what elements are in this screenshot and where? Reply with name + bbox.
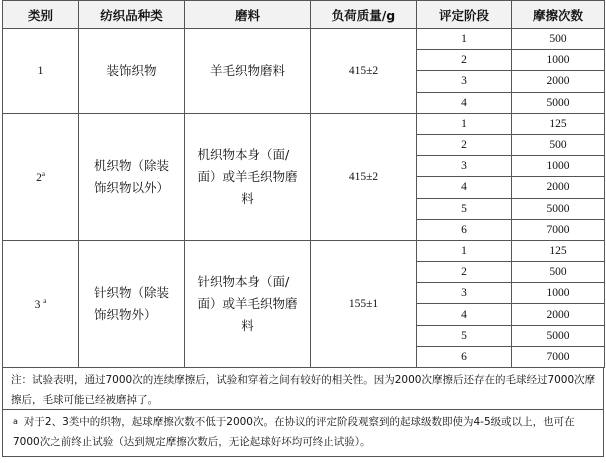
textile-type-cell: 机织物（除装 饰织物以外） xyxy=(79,113,185,240)
count-cell: 500 xyxy=(512,134,605,155)
stage-cell: 2 xyxy=(417,134,512,155)
abrasive-cell: 机织物本身（面/ 面）或羊毛织物磨 料 xyxy=(185,113,311,240)
stage-cell: 3 xyxy=(417,283,512,304)
table-row xyxy=(3,29,605,50)
note-correlation: 注：试验表明，通过7000次的连续摩擦后，试验和穿着之间有较好的相关性。因为2000次摩擦后还存在的毛球经过7000次摩擦后，毛球可能已经被磨掉了。 xyxy=(3,368,603,410)
stage-cell: 1 xyxy=(417,113,512,134)
textile-type-cell: 装饰织物 xyxy=(79,29,185,114)
footnote-marker: a xyxy=(41,169,45,178)
table-row xyxy=(3,240,605,261)
count-cell: 7000 xyxy=(512,219,605,240)
stage-cell: 2 xyxy=(417,50,512,71)
stage-cell: 4 xyxy=(417,177,512,198)
footnote-marker: a xyxy=(13,417,18,426)
load-cell: 415±2 xyxy=(311,113,417,240)
stage-cell: 4 xyxy=(417,92,512,113)
abrasive-cell: 羊毛织物磨料 xyxy=(185,29,311,114)
footnote-marker: a xyxy=(43,297,47,306)
category-cell: 1 xyxy=(3,29,79,114)
abrasion-spec-table xyxy=(2,0,605,368)
count-cell: 2000 xyxy=(512,71,605,92)
table-row xyxy=(3,113,605,134)
count-cell: 125 xyxy=(512,113,605,134)
header-abrasive: 磨料 xyxy=(185,1,311,29)
textile-type-cell: 针织物（除装 饰织物外） xyxy=(79,240,185,367)
load-cell: 155±1 xyxy=(311,240,417,367)
stage-cell: 3 xyxy=(417,156,512,177)
note-footnote-a: $^a$ 对于2、3类中的织物，起球摩擦次数不低于2000次。在协议的评定阶段观察到的起球级数即使为4-5级或以上，也可在7000次之前终止试验（达到规定摩擦次数后，无论起球好坏均可终止试验）。 xyxy=(13,416,575,448)
stage-cell: 6 xyxy=(417,346,512,367)
stage-cell: 6 xyxy=(417,219,512,240)
count-cell: 7000 xyxy=(512,346,605,367)
header-textile-type: 纺织品种类 xyxy=(79,1,185,29)
category-cell: 2$^a$ xyxy=(3,113,79,240)
count-cell: 5000 xyxy=(512,198,605,219)
stage-cell: 4 xyxy=(417,304,512,325)
stage-cell: 1 xyxy=(417,240,512,261)
count-cell: 5000 xyxy=(512,325,605,346)
count-cell: 1000 xyxy=(512,283,605,304)
header-load-mass: 负荷质量/g xyxy=(311,1,417,29)
header-rub-count: 摩擦次数 xyxy=(512,1,605,29)
table-notes xyxy=(2,368,604,457)
count-cell: 125 xyxy=(512,240,605,261)
count-cell: 1000 xyxy=(512,156,605,177)
stage-cell: 5 xyxy=(417,325,512,346)
spec-table-container xyxy=(2,0,604,457)
count-cell: 2000 xyxy=(512,304,605,325)
count-cell: 1000 xyxy=(512,50,605,71)
count-cell: 500 xyxy=(512,29,605,50)
count-cell: 500 xyxy=(512,262,605,283)
count-cell: 2000 xyxy=(512,177,605,198)
stage-cell: 5 xyxy=(417,198,512,219)
abrasive-cell: 针织物本身（面/ 面）或羊毛织物磨 料 xyxy=(185,240,311,367)
header-category: 类别 xyxy=(3,1,79,29)
count-cell: 5000 xyxy=(512,92,605,113)
header-row xyxy=(3,1,605,29)
load-cell: 415±2 xyxy=(311,29,417,114)
stage-cell: 1 xyxy=(417,29,512,50)
category-cell: 3 $^a$ xyxy=(3,240,79,367)
stage-cell: 2 xyxy=(417,262,512,283)
header-eval-stage: 评定阶段 xyxy=(417,1,512,29)
stage-cell: 3 xyxy=(417,71,512,92)
